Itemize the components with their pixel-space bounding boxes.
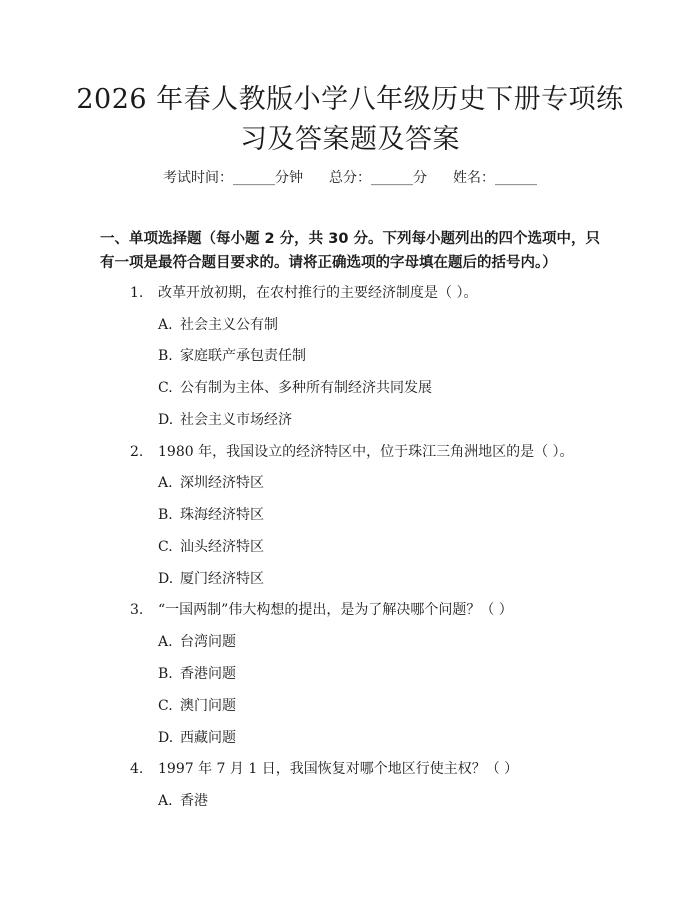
- option-text: 澳门问题: [180, 698, 236, 714]
- option-letter: D.: [158, 730, 174, 746]
- option-text: 香港: [180, 793, 208, 809]
- option-letter: D.: [158, 412, 174, 428]
- total-score-field: 总分：______分: [329, 170, 427, 186]
- option-text: 深圳经济特区: [180, 475, 264, 491]
- question-number: 2.: [130, 444, 144, 460]
- question-3-option-b: [158, 664, 236, 684]
- question-1-option-c: [158, 378, 432, 398]
- question-text: 1997 年 7 月 1 日，我国恢复对哪个地区行使主权？（ ）: [158, 761, 519, 777]
- question-2-option-b: [158, 505, 264, 525]
- question-3-option-c: [158, 696, 236, 716]
- question-2-option-a: [158, 473, 264, 493]
- option-letter: A.: [158, 317, 173, 333]
- exam-meta-line: [0, 168, 700, 188]
- section-heading-single-choice: 一、单项选择题（每小题 2 分，共 30 分。下列每小题列出的四个选项中，只有一项是最符合题目要求的。请将正确选项的字母填在题后的括号内。）: [100, 231, 600, 271]
- option-letter: A.: [158, 475, 173, 491]
- question-1-option-b: [158, 346, 306, 366]
- option-text: 厦门经济特区: [180, 571, 264, 587]
- option-letter: D.: [158, 571, 174, 587]
- question-3: [130, 600, 513, 620]
- option-text: 公有制为主体、多种所有制经济共同发展: [180, 380, 432, 396]
- question-text: “一国两制”伟大构想的提出，是为了解决哪个问题？（ ）: [158, 602, 513, 618]
- option-letter: C.: [158, 380, 173, 396]
- question-1-option-a: [158, 315, 278, 335]
- question-1: [130, 283, 477, 303]
- option-letter: B.: [158, 348, 173, 364]
- document-title: [60, 80, 640, 160]
- option-text: 香港问题: [180, 666, 236, 682]
- option-text: 社会主义公有制: [180, 317, 278, 333]
- question-2-option-d: [158, 569, 264, 589]
- title-line-1: 2026 年春人教版小学八年级历史下册专项练: [76, 84, 624, 115]
- option-letter: A.: [158, 793, 173, 809]
- option-letter: B.: [158, 507, 173, 523]
- option-letter: B.: [158, 666, 173, 682]
- question-1-option-d: [158, 410, 292, 430]
- option-text: 台湾问题: [180, 634, 236, 650]
- question-4: [130, 759, 518, 779]
- question-3-option-d: [158, 728, 236, 748]
- option-text: 珠海经济特区: [180, 507, 264, 523]
- question-number: 3.: [130, 602, 144, 618]
- student-name-field: 姓名：______: [453, 170, 537, 186]
- question-number: 4.: [130, 761, 144, 777]
- question-text: 改革开放初期，在农村推行的主要经济制度是（ ）。: [158, 285, 478, 301]
- option-letter: A.: [158, 634, 173, 650]
- option-text: 家庭联产承包责任制: [180, 348, 306, 364]
- option-letter: C.: [158, 698, 173, 714]
- question-2-option-c: [158, 537, 264, 557]
- question-3-option-a: [158, 632, 236, 652]
- question-text: 1980 年，我国设立的经济特区中，位于珠江三角洲地区的是（ ）。: [158, 444, 574, 460]
- exam-time-field: 考试时间：______分钟: [163, 170, 303, 186]
- option-text: 西藏问题: [180, 730, 236, 746]
- title-line-2: 习及答案题及答案: [240, 124, 460, 155]
- question-number: 1.: [130, 285, 144, 301]
- option-text: 社会主义市场经济: [180, 412, 292, 428]
- question-4-option-a: [158, 791, 208, 811]
- question-2: [130, 442, 574, 462]
- option-letter: C.: [158, 539, 173, 555]
- option-text: 汕头经济特区: [180, 539, 264, 555]
